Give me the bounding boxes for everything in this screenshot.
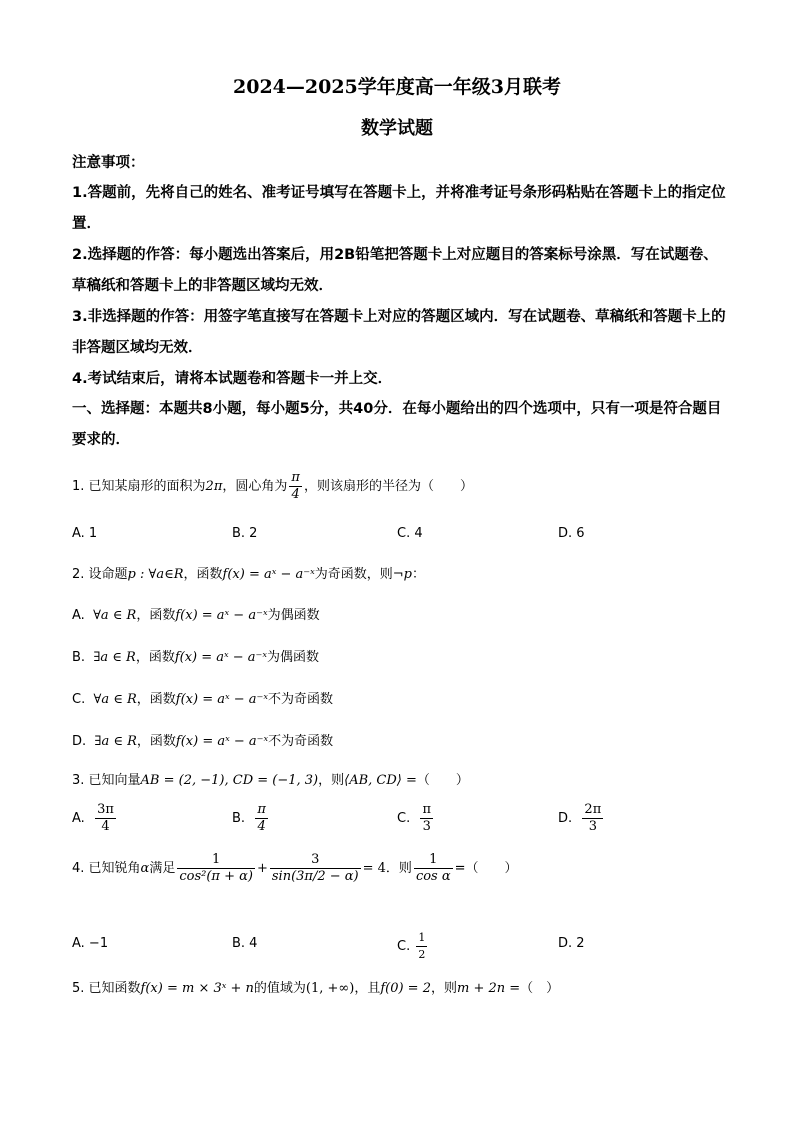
q4-term1-den: cos²(π + α) — [179, 869, 253, 884]
q3-option-c-den: 3 — [422, 819, 431, 834]
q2-option-b[interactable] — [72, 646, 732, 665]
q2-option-d-label: D. — [72, 734, 87, 749]
q3-option-a-fraction — [95, 802, 116, 835]
q4-ask-num: 1 — [414, 852, 453, 869]
q4-option-c-den: 2 — [418, 948, 426, 961]
q2-option-a-func-word: ，函数 — [136, 608, 176, 623]
exam-title: 2024—2025学年度高一年级3月联考 — [233, 76, 561, 98]
q2-option-b-func-word: ，函数 — [135, 650, 175, 665]
q1-suffix: ，则该扇形的半径为（ ） — [303, 479, 473, 494]
q3-options — [72, 802, 732, 842]
q4-prefix: 4. 已知锐角 — [72, 861, 141, 876]
q4-term2-den: sin(3π/2 − α) — [271, 869, 359, 884]
q4-then: ．则 — [385, 861, 412, 876]
q3-option-b-num: π — [257, 802, 266, 817]
q2-option-a-tail: 为偶函数 — [267, 608, 320, 623]
q5-range: (1, +∞) — [305, 981, 355, 996]
q4-suffix: =（ ） — [454, 861, 518, 876]
q2-option-d-tail: 不为奇函数 — [268, 734, 334, 749]
q2-option-a[interactable] — [72, 604, 732, 623]
q3-option-b[interactable] — [232, 802, 270, 835]
subject-title: 数学试题 — [361, 118, 433, 139]
q3-option-a-den: 4 — [101, 819, 110, 834]
notice-item-4: 4.考试结束后，请将本试题卷和答题卡一并上交． — [72, 371, 393, 387]
q5-func: f(x) = m × 3ˣ + n — [140, 981, 254, 996]
q3-option-d-den: 3 — [588, 819, 597, 834]
q1-option-c[interactable]: C. 4 — [397, 526, 423, 541]
q2-option-d-func-word: ，函数 — [136, 734, 176, 749]
notice-heading: 注意事项： — [72, 155, 145, 171]
q5-mid: 的值域为 — [253, 981, 306, 996]
q4-option-c-fraction — [416, 930, 427, 963]
q2-option-b-tail: 为偶函数 — [267, 650, 320, 665]
q2-option-c-quant: ∀a ∈ R — [93, 692, 137, 707]
q4-eq: = 4 — [362, 861, 386, 876]
question-2 — [72, 563, 732, 582]
q2-mid: ，函数 — [183, 567, 223, 582]
q3-option-d-fraction — [582, 802, 603, 835]
q2-option-b-label: B. — [72, 650, 86, 665]
q1-area: 2π — [205, 479, 223, 494]
q2-prop: p : ∀a∈R — [127, 567, 184, 582]
q4-option-c[interactable] — [397, 930, 429, 963]
q1-prefix: 1. 已知某扇形的面积为 — [72, 479, 206, 494]
question-3 — [72, 769, 732, 788]
q3-option-b-label: B. — [232, 811, 246, 826]
q2-option-b-func: f(x) = aˣ − a⁻ˣ — [174, 650, 268, 665]
q1-option-a[interactable]: A. 1 — [72, 526, 98, 541]
q5-ask: m + 2n = — [457, 981, 521, 996]
q3-option-c-label: C. — [397, 811, 411, 826]
q3-option-b-den: 4 — [257, 819, 266, 834]
q2-func: f(x) = aˣ − a⁻ˣ — [222, 567, 315, 582]
question-5 — [72, 977, 732, 996]
q5-f0: f(0) = 2 — [380, 981, 431, 996]
q2-option-a-quant: ∀a ∈ R — [93, 608, 137, 623]
q3-mid: ，则 — [318, 773, 345, 788]
q4-plus: + — [256, 861, 268, 876]
q3-prefix: 3. 已知向量 — [72, 773, 141, 788]
section-heading: 一、选择题：本题共8小题，每小题5分，共40分．在每小题给出的四个选项中，只有一项是符合题目要求的． — [72, 401, 722, 448]
q2-option-c-label: C. — [72, 692, 86, 707]
q4-term2-num: 3 — [270, 852, 361, 869]
q2-option-c[interactable] — [72, 688, 732, 707]
q1-angle-fraction — [289, 470, 302, 503]
q2-neg: ¬p — [392, 567, 412, 582]
q4-option-b[interactable]: B. 4 — [232, 936, 258, 951]
q3-option-b-fraction — [255, 802, 268, 835]
q3-option-a-num: 3π — [97, 802, 114, 817]
q3-option-d[interactable] — [558, 802, 605, 835]
q3-option-d-label: D. — [558, 811, 573, 826]
q4-term2 — [270, 852, 361, 885]
q4-option-d[interactable]: D. 2 — [558, 936, 585, 951]
q4-mid: 满足 — [149, 861, 176, 876]
q1-angle-num: π — [291, 470, 300, 485]
q2-option-c-func: f(x) = aˣ − a⁻ˣ — [175, 692, 268, 707]
q2-option-d-quant: ∃a ∈ R — [94, 734, 137, 749]
q2-prefix: 2. 设命题 — [72, 567, 128, 582]
question-4 — [72, 852, 732, 885]
q4-option-c-num: 1 — [416, 930, 427, 947]
q3-vectors: AB = (2, −1), CD = (−1, 3) — [140, 773, 319, 788]
q4-term1-num: 1 — [177, 852, 255, 869]
q3-option-a[interactable] — [72, 802, 118, 835]
q1-angle-den: 4 — [289, 486, 302, 503]
q4-alpha: α — [140, 861, 150, 876]
notice-item-2: 2.选择题的作答：每小题选出答案后，用2B铅笔把答题卡上对应题目的答案标号涂黑．写在试题卷、草稿纸和答题卡上的非答题区域均无效． — [72, 247, 718, 294]
q4-ask — [414, 852, 453, 885]
q4-option-c-label: C. — [397, 939, 411, 954]
question-1 — [72, 470, 732, 503]
q5-then: ，则 — [430, 981, 457, 996]
q1-option-d[interactable]: D. 6 — [558, 526, 585, 541]
q4-options — [72, 931, 732, 966]
q2-option-c-tail: 不为奇函数 — [267, 692, 333, 707]
q2-option-a-func: f(x) = aˣ − a⁻ˣ — [175, 608, 268, 623]
q3-option-a-label: A. — [72, 811, 85, 826]
q2-option-d[interactable] — [72, 730, 732, 749]
q4-option-a[interactable]: A. −1 — [72, 936, 109, 951]
q3-suffix: （ ） — [416, 773, 469, 788]
q5-suffix: （ ） — [520, 981, 560, 996]
q3-angle: ⟨AB, CD⟩ = — [344, 773, 417, 788]
notice-item-3: 3.非选择题的作答：用签字笔直接写在答题卡上对应的答题区域内．写在试题卷、草稿纸和答题卡上的非答题区域均无效． — [72, 309, 726, 356]
q2-option-d-func: f(x) = aˣ − a⁻ˣ — [175, 734, 269, 749]
q5-prefix: 5. 已知函数 — [72, 981, 141, 996]
q4-ask-den: cos α — [415, 869, 451, 884]
q3-option-c[interactable] — [397, 802, 435, 835]
q2-option-b-quant: ∃a ∈ R — [93, 650, 136, 665]
q1-option-b[interactable]: B. 2 — [232, 526, 258, 541]
q3-option-c-num: π — [422, 802, 432, 817]
q2-option-a-label: A. — [72, 608, 85, 623]
q3-option-c-fraction — [420, 802, 433, 835]
q2-option-c-func-word: ，函数 — [136, 692, 176, 707]
q1-mid: ，圆心角为 — [222, 479, 288, 494]
notice-item-1: 1.答题前，先将自己的姓名、准考证号填写在答题卡上，并将准考证号条形码粘贴在答题卡上的指定位置． — [72, 185, 726, 232]
q5-cond: ，且 — [354, 981, 381, 996]
q3-option-d-num: 2π — [584, 802, 602, 817]
q2-suffix-a: 为奇函数，则 — [314, 567, 393, 582]
q4-term1 — [177, 852, 255, 885]
q2-suffix-b: ： — [411, 567, 425, 582]
